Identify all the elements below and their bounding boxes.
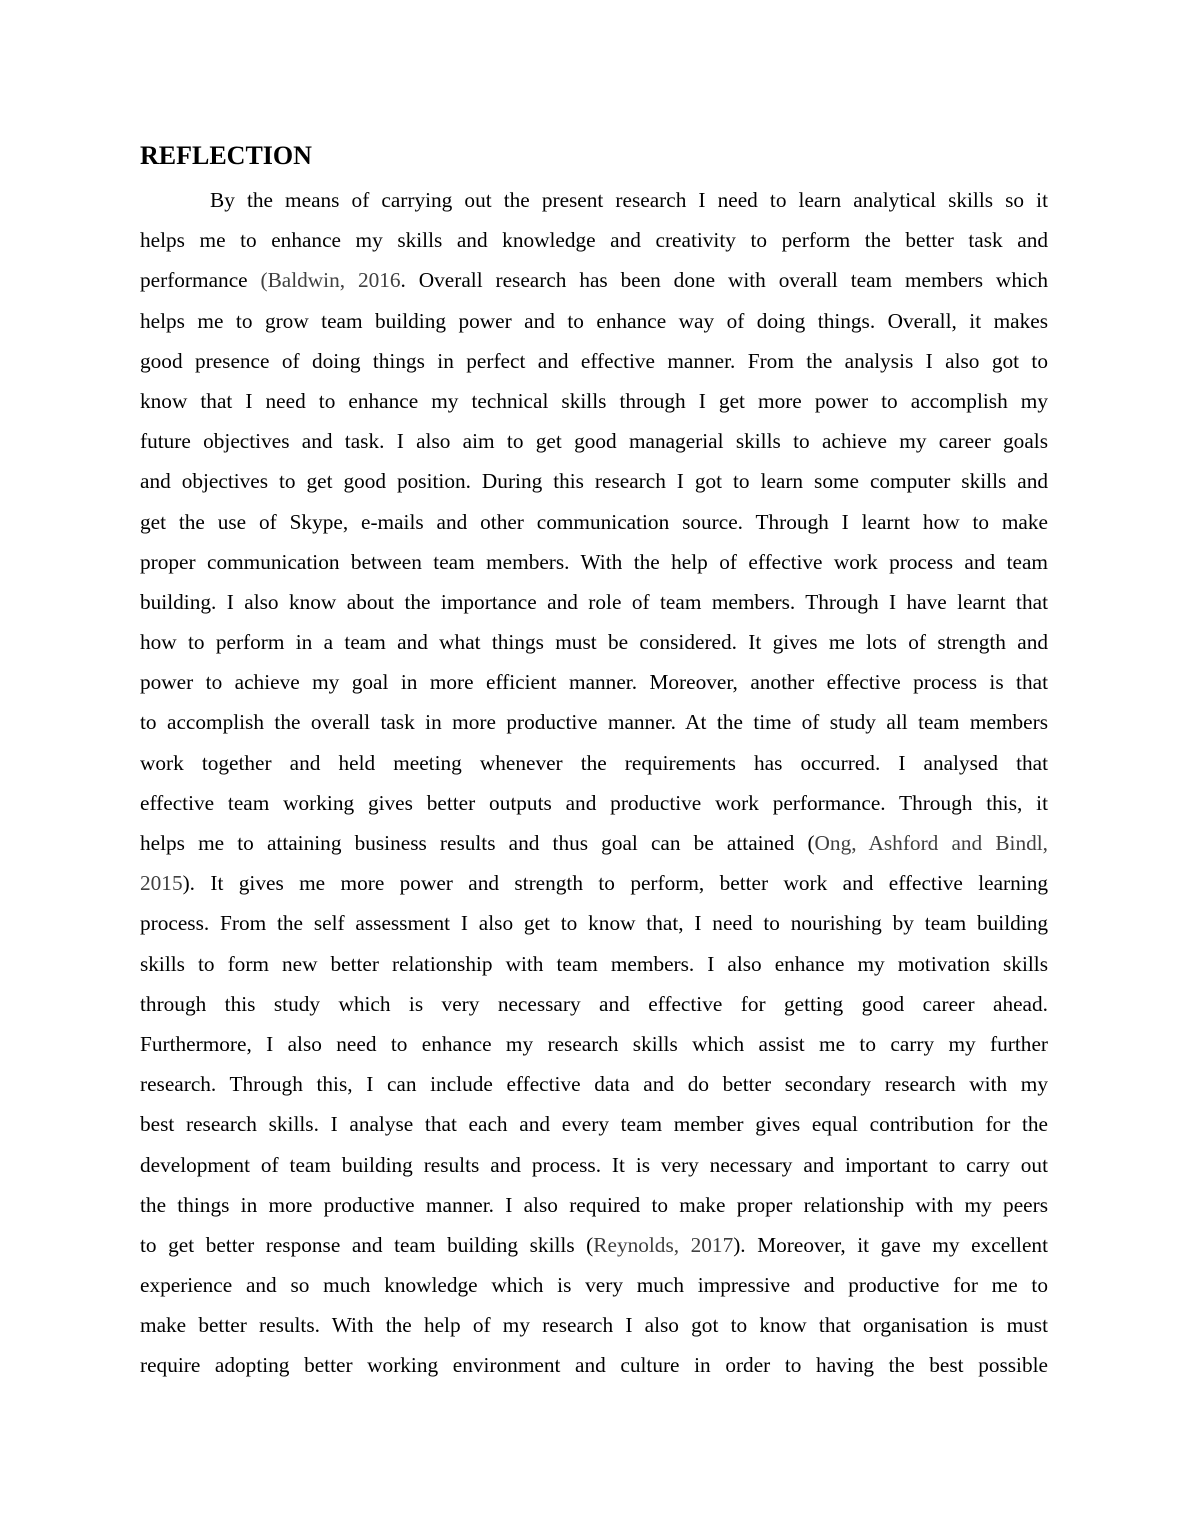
text-run: experience and so much knowledge which is very much impressive and productive for me to (140, 1273, 1048, 1298)
text-run: how to perform in a team and what things must be considered. It gives me lots of strength and (140, 630, 1048, 655)
citation: Ong, Ashford and Bindl, (814, 831, 1048, 855)
text-run: through this study which is very necessary and effective for getting good career ahead. (140, 991, 1048, 1016)
text-run: process. From the self assessment I also get to know that, I need to nourishing by team building (140, 911, 1048, 936)
text-line (140, 702, 1048, 742)
text-run: By the means of carrying out the present research I need to learn analytical skills so it (210, 188, 1048, 212)
text-run: skills to form new better relationship with team members. I also enhance my motivation skills (140, 951, 1048, 976)
text-line (140, 542, 1048, 582)
text-run: good presence of doing things in perfect and effective manner. From the analysis I also got to (140, 348, 1048, 373)
text-line (140, 944, 1048, 984)
text-line (140, 582, 1048, 622)
text-line (140, 1345, 1048, 1385)
text-line (140, 783, 1048, 823)
text-run: ). It gives me more power and strength to perform, better work and effective learning (182, 871, 1048, 896)
text-line (140, 622, 1048, 662)
text-run: helps me to attaining business results and thus goal can be attained ( (140, 831, 815, 855)
text-line (140, 502, 1048, 542)
text-run: best research skills. I analyse that each and every team member gives equal contribution for the (140, 1112, 1048, 1137)
citation: Reynolds, 2017 (593, 1232, 734, 1257)
text-run: get the use of Skype, e-mails and other communication source. Through I learnt how to make (140, 509, 1048, 534)
text-line (140, 1225, 1048, 1265)
text-line (140, 662, 1048, 702)
section-heading: REFLECTION (140, 141, 312, 170)
text-run: future objectives and task. I also aim to get good managerial skills to achieve my career goals (140, 429, 1048, 454)
text-line (140, 381, 1048, 421)
text-run: Furthermore, I also need to enhance my research skills which assist me to carry my further (140, 1031, 1048, 1056)
text-line (140, 1185, 1048, 1225)
text-run: ). Moreover, it gave my excellent (733, 1232, 1048, 1257)
text-line (140, 1104, 1048, 1144)
text-line (140, 341, 1048, 381)
text-line (140, 823, 1048, 863)
text-line (140, 1265, 1048, 1305)
text-run: make better results. With the help of my research I also got to know that organisation is must (140, 1313, 1048, 1338)
text-run: performance (140, 268, 261, 293)
citation: (Baldwin, 2016 (260, 268, 401, 293)
text-run: to accomplish the overall task in more productive manner. At the time of study all team members (140, 710, 1048, 735)
text-line (140, 863, 1048, 903)
text-run: and objectives to get good position. During this research I got to learn some computer skills and (140, 469, 1048, 494)
text-line (140, 1145, 1048, 1185)
text-run: require adopting better working environment and culture in order to having the best possible (140, 1353, 1048, 1378)
text-line (140, 301, 1048, 341)
text-line (140, 984, 1048, 1024)
text-run: proper communication between team members. With the help of effective work process and team (140, 549, 1048, 574)
text-run: helps me to enhance my skills and knowledge and creativity to perform the better task and (140, 228, 1048, 253)
text-run: building. I also know about the importance and role of team members. Through I have learnt that (140, 589, 1048, 614)
text-line (140, 743, 1048, 783)
text-line (140, 903, 1048, 943)
body-paragraph (140, 180, 1048, 1386)
text-run: power to achieve my goal in more efficient manner. Moreover, another effective process is that (140, 670, 1048, 695)
text-run: . Overall research has been done with overall team members which (400, 268, 1048, 293)
text-line (140, 1064, 1048, 1104)
text-line (140, 260, 1048, 300)
text-run: development of team building results and process. It is very necessary and important to carry out (140, 1152, 1048, 1177)
text-line (140, 180, 1048, 220)
text-run: effective team working gives better outputs and productive work performance. Through this, it (140, 790, 1048, 815)
citation: 2015 (140, 871, 183, 896)
text-line (140, 1305, 1048, 1345)
text-line (140, 421, 1048, 461)
text-run: research. Through this, I can include effective data and do better secondary research with my (140, 1072, 1048, 1097)
text-line (140, 1024, 1048, 1064)
text-run: to get better response and team building skills ( (140, 1232, 594, 1257)
text-run: the things in more productive manner. I also required to make proper relationship with my peers (140, 1192, 1048, 1217)
text-line (140, 461, 1048, 501)
text-run: know that I need to enhance my technical skills through I get more power to accomplish my (140, 388, 1048, 413)
text-run: work together and held meeting whenever the requirements has occurred. I analysed that (140, 750, 1048, 775)
text-line (140, 220, 1048, 260)
text-run: helps me to grow team building power and to enhance way of doing things. Overall, it makes (140, 308, 1048, 333)
